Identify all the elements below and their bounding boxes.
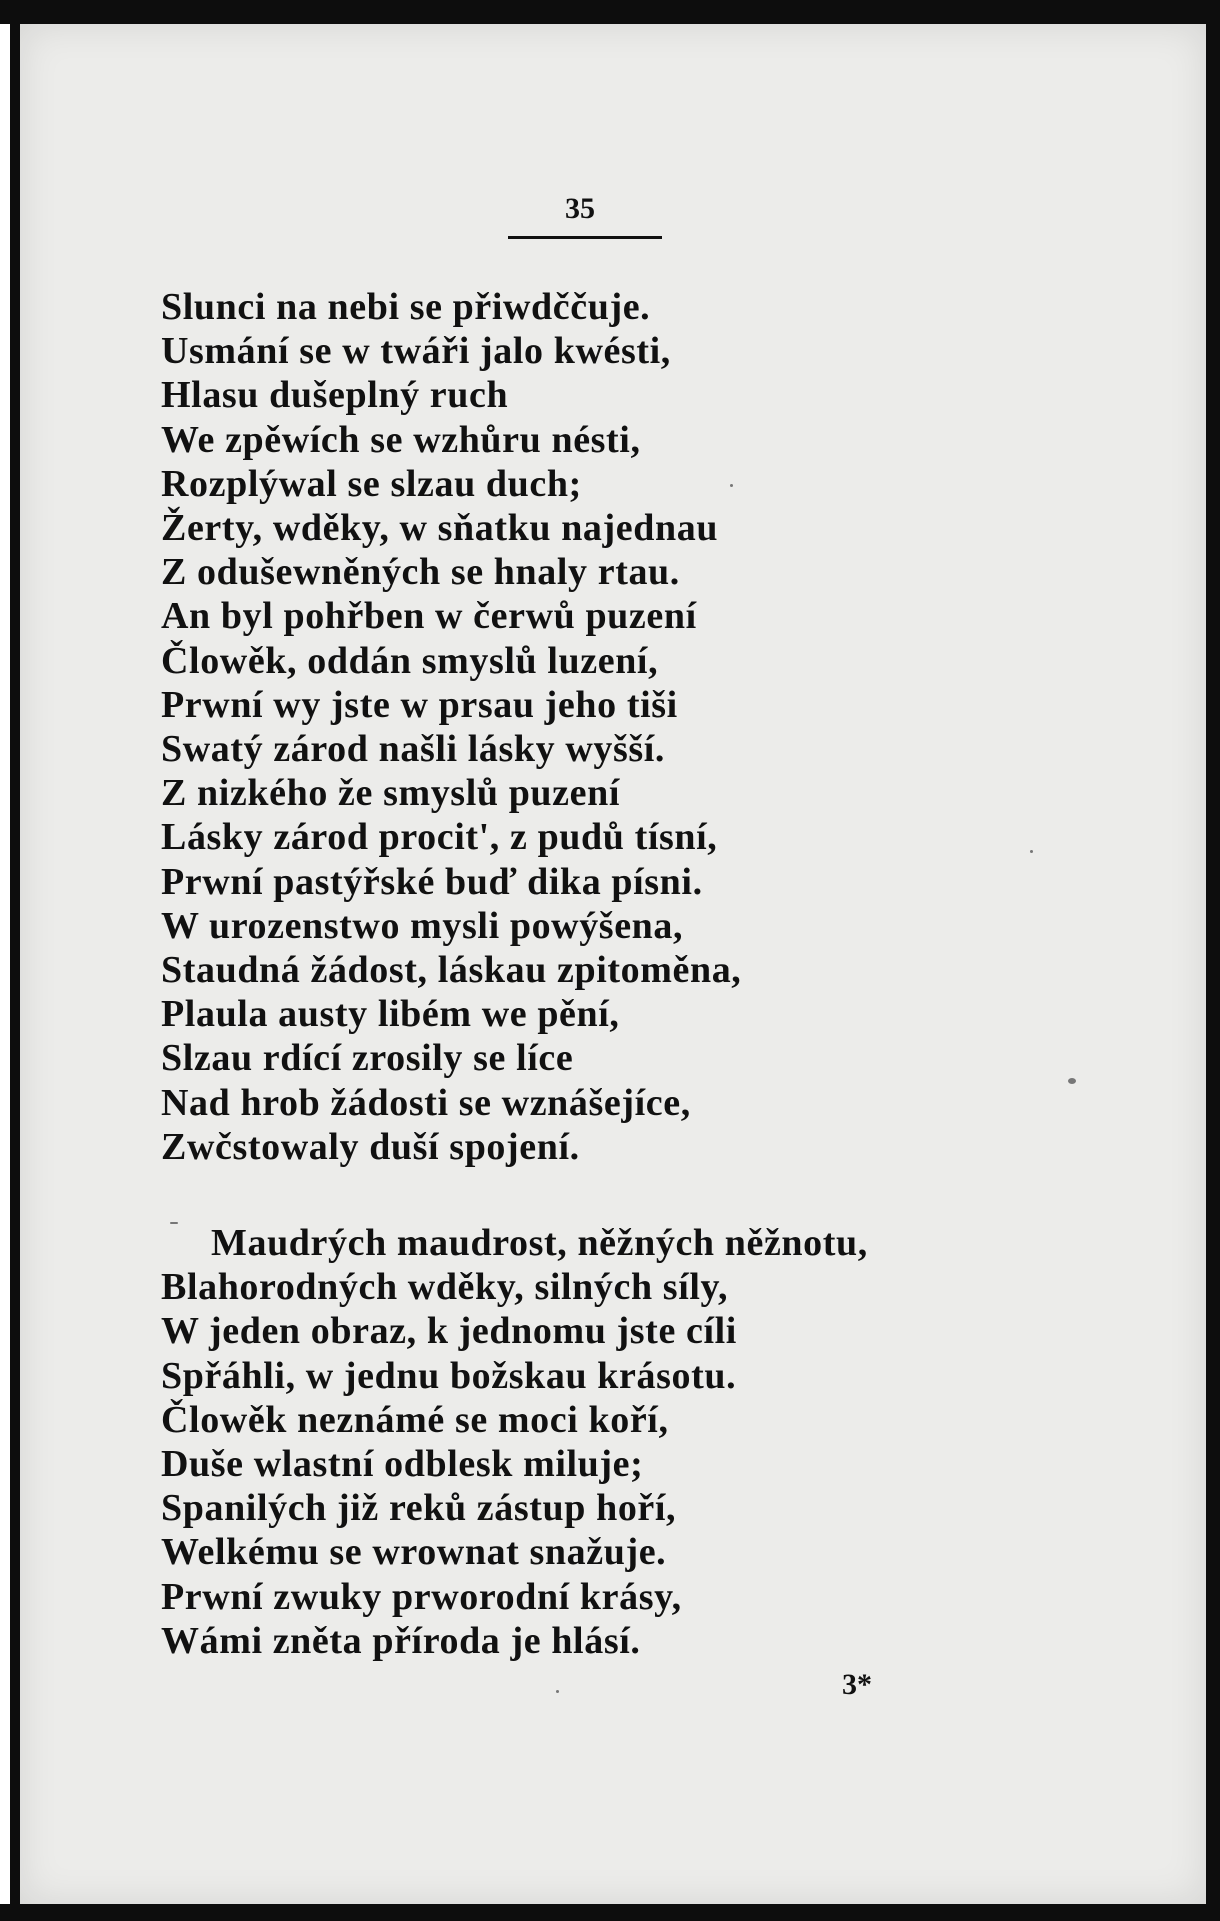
verse-line: Lásky zárod procit', z pudů tísní,	[161, 816, 718, 859]
verse-line: Plaula austy libém we pění,	[161, 993, 620, 1036]
verse-line: Prwní zwuky prworodní krásy,	[161, 1575, 682, 1618]
verse-line: Nad hrob žádosti se wznášejíce,	[161, 1081, 691, 1124]
verse-line: Slzau rdící zrosily se líce	[161, 1037, 574, 1080]
verse-line: Prwní wy jste w prsau jeho tiši	[161, 683, 678, 726]
verse-line: Zwčstowaly duší spojení.	[161, 1125, 580, 1168]
verse-line: Duše wlastní odblesk miluje;	[161, 1443, 644, 1486]
paper-speck	[730, 484, 733, 487]
verse-line: Žerty, wděky, w sňatku najednau	[161, 507, 719, 550]
page-number: 35	[565, 192, 595, 225]
page-edge-strip	[0, 24, 10, 1904]
verse-line: Z odušewněných se hnaly rtau.	[161, 551, 680, 594]
verse-line: W jeden obraz, k jednomu jste cíli	[161, 1310, 737, 1353]
header-rule	[508, 236, 662, 239]
verse-line: Hlasu dušeplný ruch	[161, 374, 509, 417]
verse-line: Z nizkého že smyslů puzení	[161, 772, 620, 815]
verse-line: Člowěk, oddán smyslů luzení,	[161, 639, 659, 682]
paper-speck	[1030, 850, 1033, 853]
verse-line: An byl pohřben w čerwů puzení	[161, 595, 697, 638]
verse-line: Wámi zněta příroda je hlásí.	[161, 1619, 641, 1662]
verse-line: Usmání se w twáři jalo kwésti,	[161, 330, 671, 373]
verse-line: Prwní pastýřské buď dika písni.	[161, 860, 703, 903]
verse-line: Maudrých maudrost, něžných něžnotu,	[211, 1222, 868, 1265]
verse-line: Welkému se wrownat snažuje.	[161, 1531, 667, 1574]
verse-line: Staudná žádost, láskau zpitoměna,	[161, 949, 742, 992]
poem-text	[161, 285, 1121, 1663]
paper-speck	[556, 1690, 559, 1693]
verse-line: Spanilých již reků zástup hoří,	[161, 1487, 677, 1530]
verse-line: Swatý zárod našli lásky wyšší.	[161, 728, 666, 771]
stanza-1	[161, 285, 1121, 1169]
verse-line: We zpěwích se wzhůru nésti,	[161, 418, 641, 461]
paper-speck	[170, 1222, 178, 1224]
verse-line: Člowěk neznámé se moci koří,	[161, 1398, 669, 1441]
paper-speck	[1068, 1078, 1076, 1084]
verse-line: Blahorodných wděky, silných síly,	[161, 1266, 729, 1309]
verse-line: Slunci na nebi se přiwdččuje.	[161, 286, 651, 328]
signature-mark: 3*	[842, 1668, 872, 1701]
verse-line: W urozenstwo mysli powýšena,	[161, 904, 684, 947]
verse-line: Spřáhli, w jednu božskau krásotu.	[161, 1354, 737, 1397]
verse-line: Rozplýwal se slzau duch;	[161, 462, 582, 505]
stanza-2	[161, 1221, 1121, 1663]
